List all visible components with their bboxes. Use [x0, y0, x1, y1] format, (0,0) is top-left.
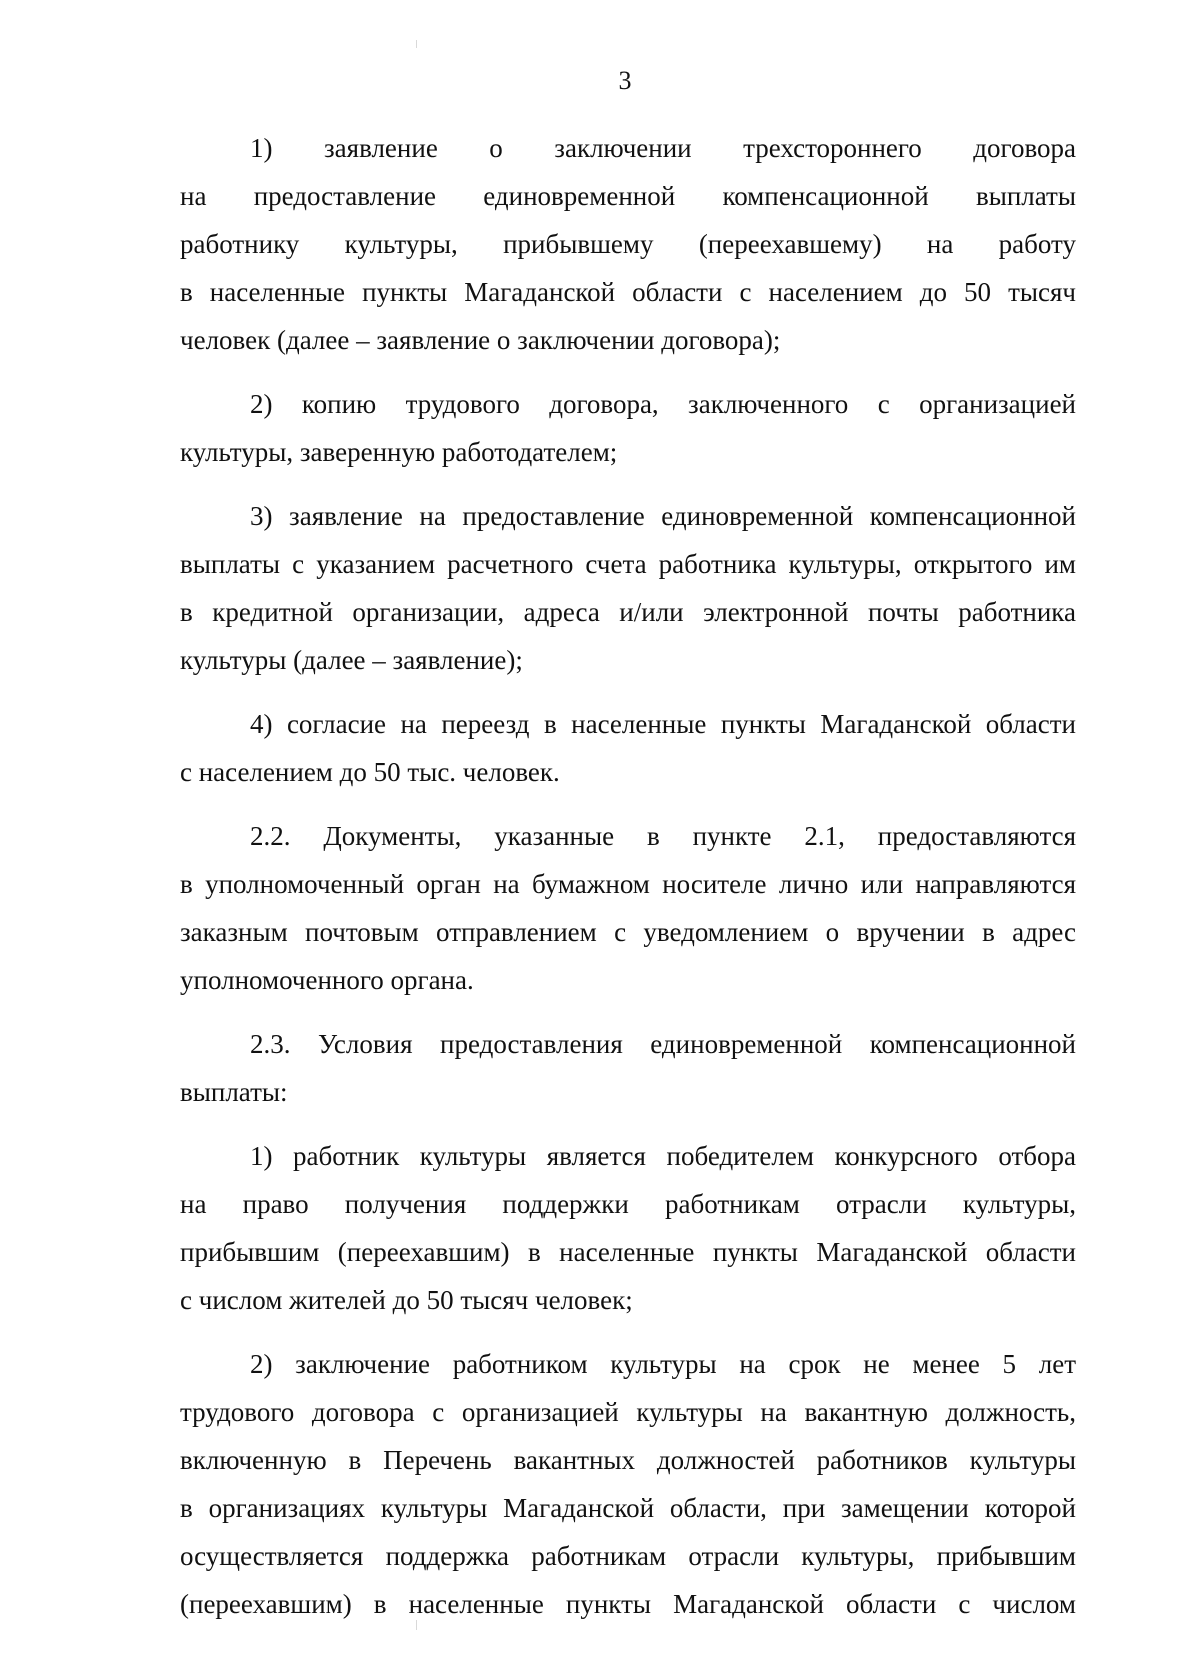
- text-line: в организациях культуры Магаданской области, при замещении которой: [180, 1493, 1076, 1523]
- text-line: выплаты:: [180, 1077, 288, 1107]
- text-line: с числом жителей до 50 тысяч человек;: [180, 1285, 633, 1315]
- text-line: на право получения поддержки работникам отрасли культуры,: [180, 1189, 1076, 1219]
- text-line: уполномоченного органа.: [180, 965, 474, 995]
- text-line: (переехавшим) в населенные пункты Магаданской области с числом: [180, 1589, 1076, 1619]
- text-line: с населением до 50 тыс. человек.: [180, 757, 560, 787]
- text-line: 2.2. Документы, указанные в пункте 2.1, предоставляются: [250, 821, 1076, 851]
- text-line: 2) копию трудового договора, заключенного с организацией: [250, 389, 1076, 419]
- scan-artifact: [416, 40, 417, 48]
- text-line: на предоставление единовременной компенсационной выплаты: [180, 181, 1076, 211]
- text-line: трудового договора с организацией культуры на вакантную должность,: [180, 1397, 1076, 1427]
- text-line: культуры (далее – заявление);: [180, 645, 523, 675]
- paragraph-2-3: [180, 1020, 1076, 1116]
- text-line: выплаты с указанием расчетного счета работника культуры, открытого им: [180, 549, 1076, 579]
- document-body: [180, 124, 1076, 1644]
- text-line: заказным почтовым отправлением с уведомлением о вручении в адрес: [180, 917, 1076, 947]
- text-line: включенную в Перечень вакантных должностей работников культуры: [180, 1445, 1076, 1475]
- paragraph-item-4: [180, 700, 1076, 796]
- text-line: 2) заключение работником культуры на срок не менее 5 лет: [250, 1349, 1076, 1379]
- paragraph-2-2: [180, 812, 1076, 1004]
- condition-item-2: [180, 1340, 1076, 1628]
- text-line: 2.3. Условия предоставления единовременной компенсационной: [250, 1029, 1076, 1059]
- text-line: осуществляется поддержка работникам отрасли культуры, прибывшим: [180, 1541, 1076, 1571]
- text-line: культуры, заверенную работодателем;: [180, 437, 618, 467]
- page-number: 3: [618, 66, 632, 95]
- text-line: в населенные пункты Магаданской области с населением до 50 тысяч: [180, 277, 1076, 307]
- text-line: 4) согласие на переезд в населенные пункты Магаданской области: [250, 709, 1076, 739]
- condition-item-1: [180, 1132, 1076, 1324]
- text-line: работнику культуры, прибывшему (переехавшему) на работу: [180, 229, 1076, 259]
- paragraph-item-1: [180, 124, 1076, 364]
- paragraph-item-2: [180, 380, 1076, 476]
- text-line: 3) заявление на предоставление единовременной компенсационной: [250, 501, 1076, 531]
- text-line: в уполномоченный орган на бумажном носителе лично или направляются: [180, 869, 1076, 899]
- text-line: прибывшим (переехавшим) в населенные пункты Магаданской области: [180, 1237, 1076, 1267]
- text-line: 1) заявление о заключении трехстороннего договора: [250, 133, 1076, 163]
- text-line: в кредитной организации, адреса и/или электронной почты работника: [180, 597, 1076, 627]
- paragraph-item-3: [180, 492, 1076, 684]
- text-line: 1) работник культуры является победителем конкурсного отбора: [250, 1141, 1076, 1171]
- text-line: человек (далее – заявление о заключении договора);: [180, 325, 781, 355]
